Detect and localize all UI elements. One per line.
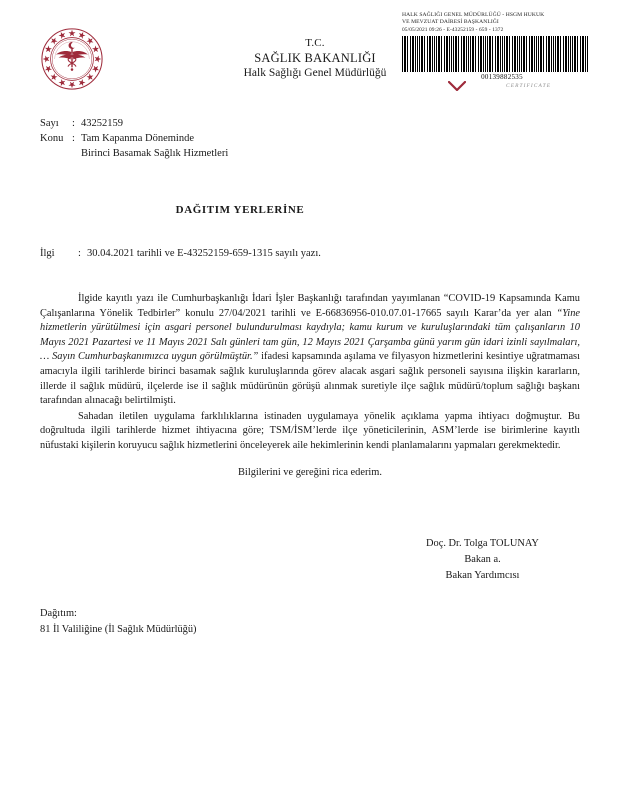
document-heading — [150, 36, 480, 81]
sayi-value: 43252159 — [81, 118, 123, 129]
document-body — [40, 292, 580, 480]
ilgi-label: İlgi — [40, 248, 55, 259]
signature-block — [380, 536, 585, 584]
signature-on-behalf: Bakan a. — [464, 554, 501, 565]
konu-colon: : — [72, 133, 75, 144]
body-paragraph-2: Sahadan iletilen uygulama farklılıklarına istinaden uygulamaya yönelik açıklama yapma ihtiyacı doğmuştur. Bu doğrultuda ilgili tarihlerde hizmet ihtiyacına göre; TSM/İSM’lerde ilçe yöneticilerinin, ASM’lerde ise birimlerine kayıtlı nüfustaki kişilerin koruyucu sağlık hizmetlerini önceleyerek aile hekimlerinin kendi planlamalarını yapmaları gerekmektedir. — [40, 410, 580, 451]
konu-label: Konu — [40, 133, 64, 144]
signature-title: Bakan Yardımcısı — [445, 570, 520, 581]
sayi-colon: : — [72, 118, 75, 129]
turkish-ministry-of-health-emblem-icon — [39, 27, 105, 91]
heading-department: Halk Sağlığı Genel Müdürlüğü — [243, 67, 387, 79]
ilgi-colon: : — [78, 248, 81, 259]
konu-value-line-2: Birinci Basamak Sağlık Hizmetleri — [81, 148, 229, 159]
certificate-row — [402, 81, 602, 95]
distribution-block — [40, 606, 197, 637]
sayi-label: Sayı — [40, 118, 59, 129]
body-paragraph-1 — [40, 292, 580, 409]
barcode-number: 00139882535 — [481, 73, 523, 82]
sayi-row — [40, 116, 228, 131]
konu-row — [40, 131, 228, 146]
stamp-office-line-1: HALK SAĞLIĞI GENEL MÜDÜRLÜĞÜ - HSGM HUKUK — [402, 12, 545, 18]
ilgi-row — [40, 248, 321, 259]
heading-ministry: SAĞLIK BAKANLIĞI — [254, 51, 376, 65]
distribution-label: Dağıtım: — [40, 608, 77, 619]
paragraph-1-quote: “Yine hizmetlerin yürütülmesi için asgari personel bulundurulması kaydıyla; kamu kurum ve kuruluşlarındaki tüm çalışanların 10 Mayıs 2021 Pazartesi ve 11 Mayıs 2021 Salı günleri tam gün, 12 Mayıs 2021 Çarşamba günü yarım gün idari izinli sayılmaları, … Sayın Cumhurbaşkanımızca uygun görülmüştür.” — [40, 307, 580, 363]
body-closing-line: Bilgilerini ve gereğini rica ederim. — [238, 466, 382, 478]
ilgi-value: 30.04.2021 tarihli ve E-43252159-659-1315 sayılı yazı. — [87, 248, 321, 259]
certificate-label: CERTIFICATE — [506, 83, 552, 90]
paragraph-1-part-1: İlgide kayıtlı yazı ile Cumhurbaşkanlığı İdari İşler Başkanlığı tarafından yayımlanan “COVID-19 Kapsamında Kamu Çalışanlarına Yönelik Tedbirler” konulu 27/04/2021 tarihli ve E-66836956-010.07.01-17665 sayılı Karar’da yer alan — [40, 293, 580, 319]
paragraph-1-part-2: ifadesi kapsamında aşılama ve filyasyon hizmetlerini kesintiye uğratmaması amacıyla ilgili tarihlerde birinci basamak sağlık kuruluşlarında görev alacak asgari sağlık personeli sayısına ilişkin kararların, illerde il sağlık müdürü, ilçelerde ise il sağlık müdürünün görüşü alınmak suretiyle ilçe sağlık müdürü/toplum sağlığı başkanı tarafından alınacağı belirtilmişti. — [40, 351, 580, 407]
signature-name: Doç. Dr. Tolga TOLUNAY — [426, 538, 539, 549]
addressee-heading: DAĞITIM YERLERİNE — [175, 204, 305, 216]
stamp-meta-line: 05/05/2021 09:26 - E-43252159 - 659 - 1372 — [402, 26, 504, 33]
konu-value-line-1: Tam Kapanma Döneminde — [81, 133, 194, 144]
distribution-value: 81 İl Valiliğine (İl Sağlık Müdürlüğü) — [40, 623, 197, 635]
check-mark-icon — [448, 81, 466, 91]
heading-republic: T.C. — [305, 37, 325, 49]
stamp-office-line-2: VE MEVZUAT DAİRESİ BAŞKANLIĞI — [402, 19, 499, 26]
reference-block — [40, 116, 228, 161]
